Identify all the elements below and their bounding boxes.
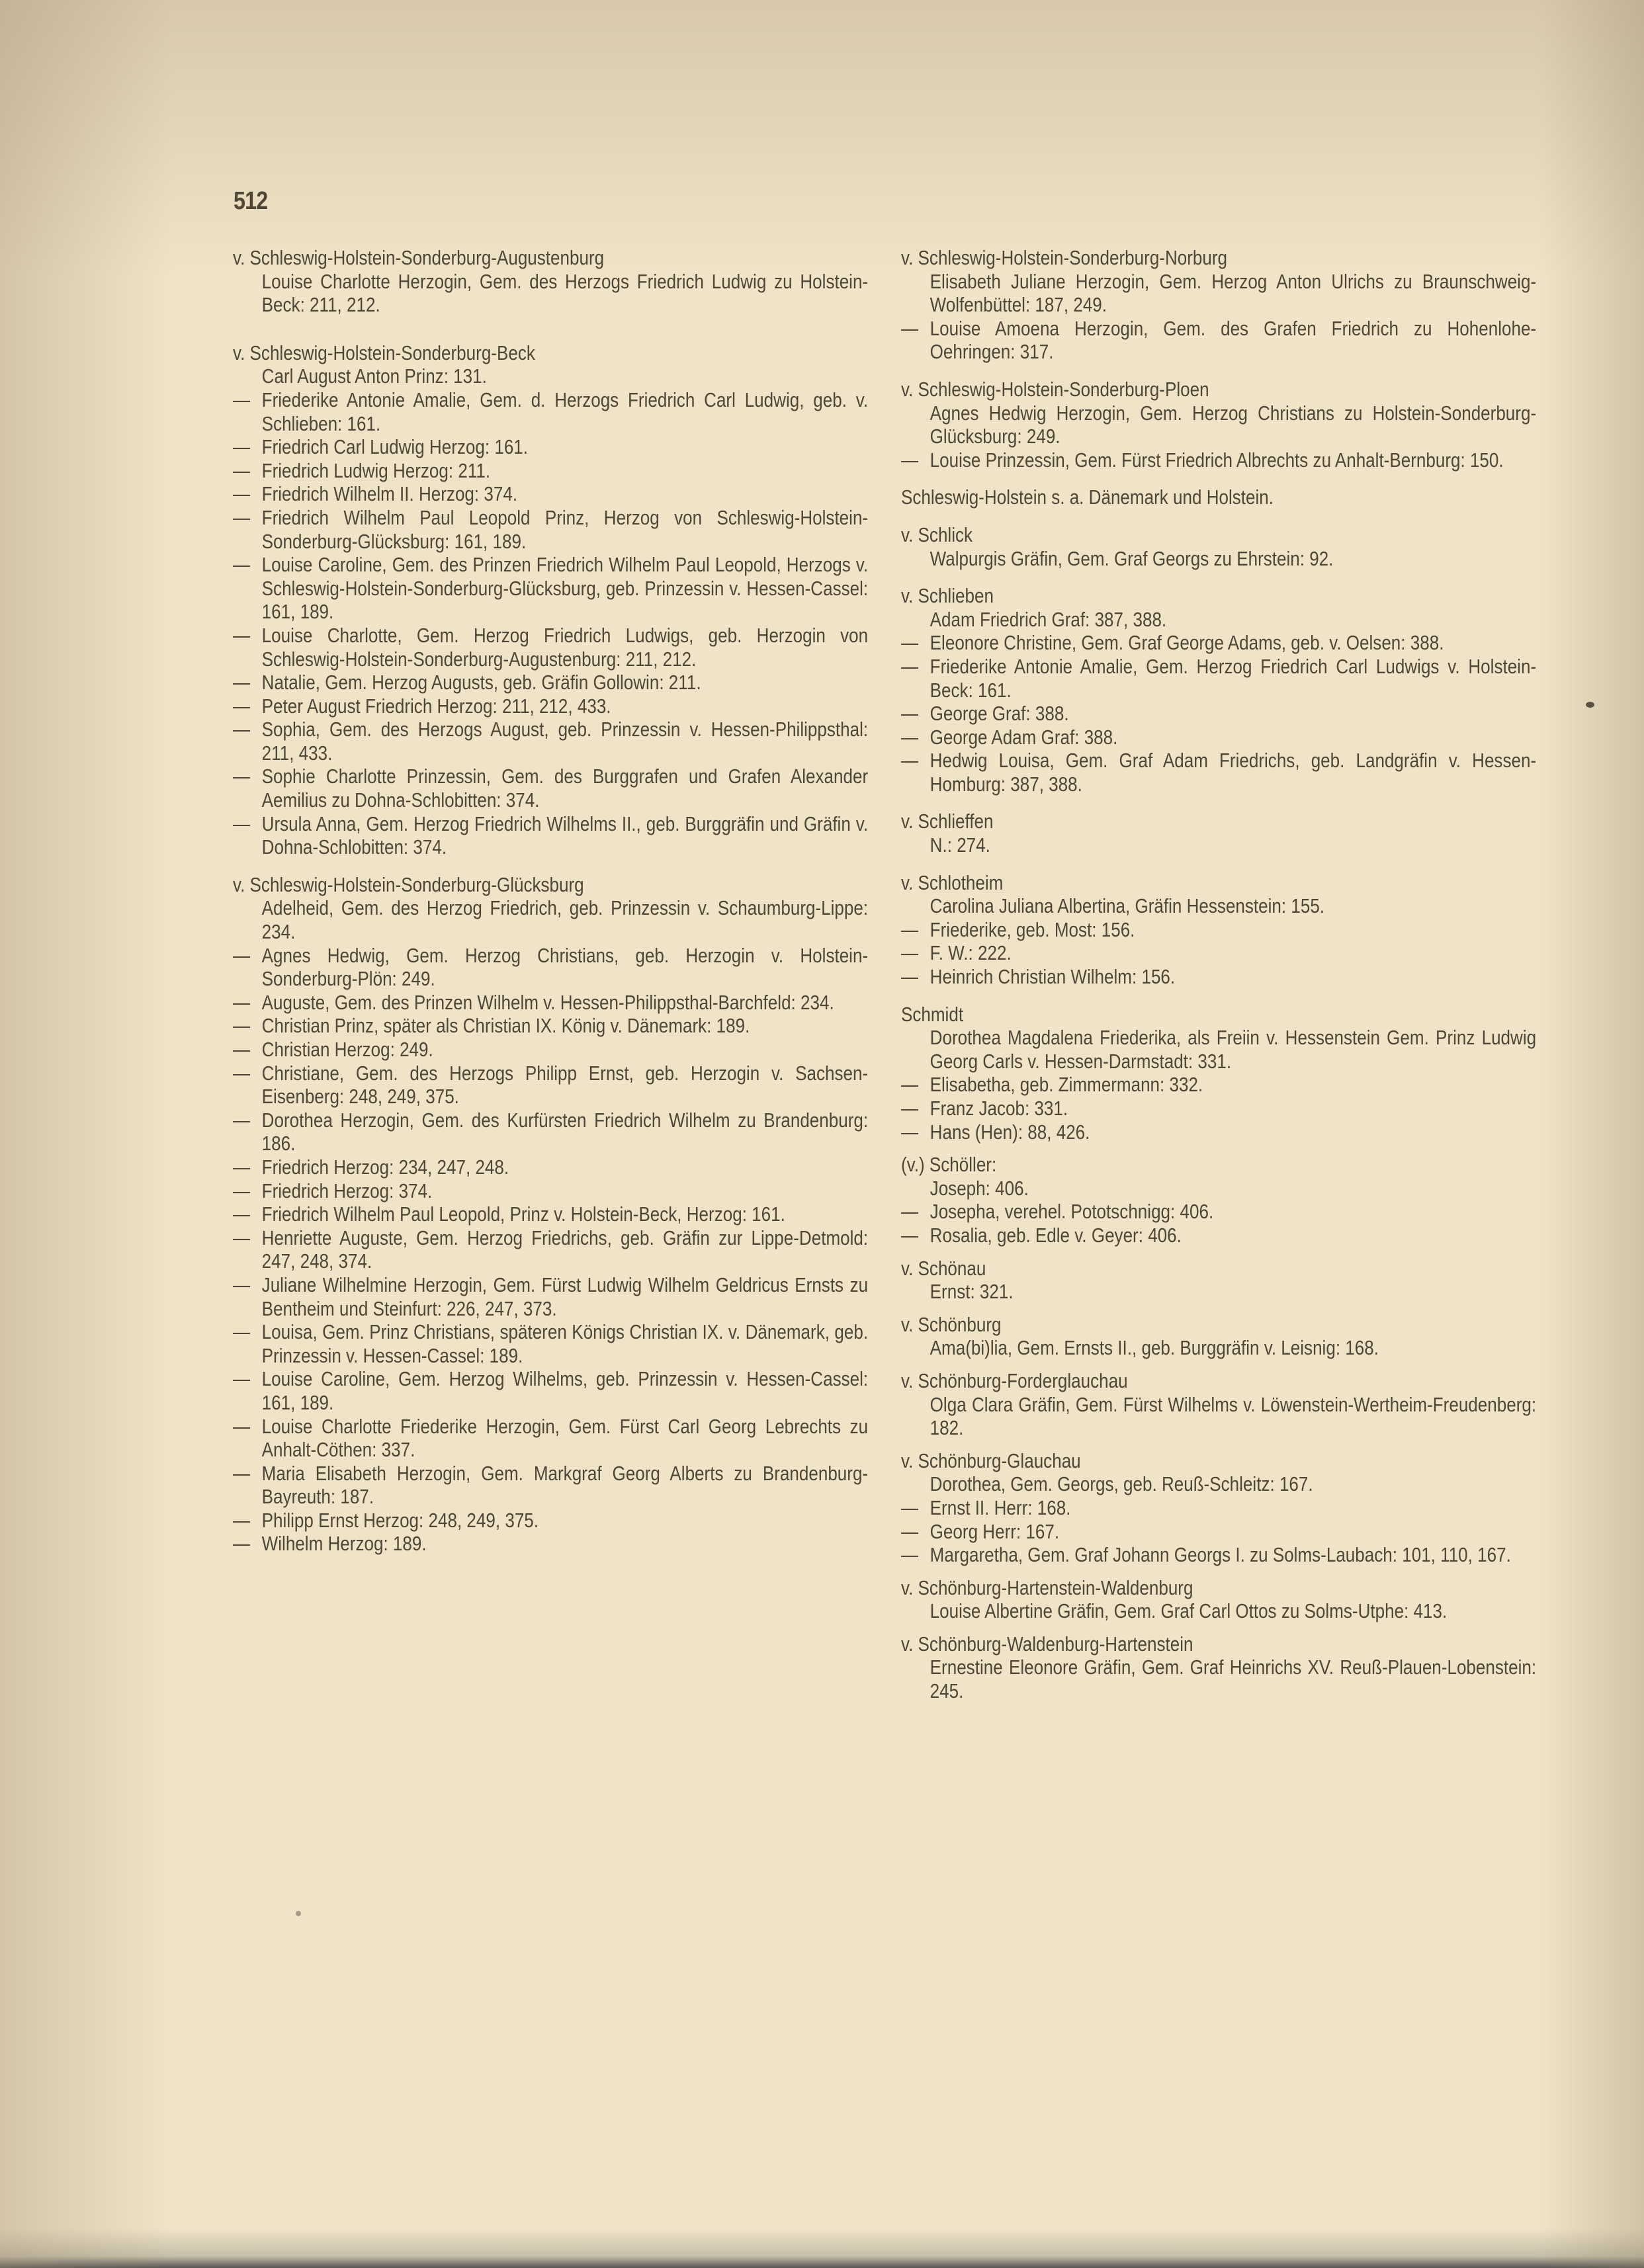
index-entry: Joseph: 406. (930, 1176, 1029, 1200)
dash-marker: — (233, 990, 251, 1014)
index-section (901, 246, 1536, 364)
ink-spot-mark (296, 1911, 301, 1916)
index-entry: — Heinrich Christian Wilhelm: 156. (901, 965, 1176, 989)
index-entry: — Friedrich Wilhelm Paul Leopold Prinz, Herzog von Schleswig-Holstein-Sonderburg-Glücksburg: 161, 189. (233, 505, 869, 553)
index-section (233, 341, 868, 859)
index-entry: Ernst: 321. (930, 1280, 1014, 1304)
section-heading: v. Schönau (901, 1256, 986, 1280)
dash-marker: — (233, 1155, 251, 1179)
index-entry: — Dorothea Herzogin, Gem. des Kurfürsten Friedrich Wilhelm zu Brandenburg: 186. (233, 1108, 869, 1155)
index-entry: Dorothea Magdalena Friederika, als Freiin v. Hessenstein Gem. Prinz Ludwig Georg Carls v. Hessen-Darmstadt: 331. (930, 1026, 1537, 1073)
index-entry: — Louise Charlotte Friederike Herzogin, Gem. Fürst Carl Georg Lebrechts zu Anhalt-Cöthen: 337. (233, 1414, 869, 1462)
index-entry: Ama(bi)lia, Gem. Ernsts II., geb. Burggräfin v. Leisnig: 168. (930, 1336, 1379, 1360)
index-entry: — Louise Prinzessin, Gem. Fürst Friedrich Albrechts zu Anhalt-Bernburg: 150. (901, 448, 1504, 472)
dash-marker: — (901, 1543, 919, 1567)
dash-marker: — (233, 1273, 251, 1296)
dash-marker: — (901, 941, 919, 965)
section-heading: v. Schönburg-Hartenstein-Waldenburg (901, 1575, 1193, 1599)
dash-marker: — (233, 812, 251, 835)
index-entry: — Peter August Friedrich Herzog: 211, 212, 433. (233, 694, 611, 718)
index-entry: — Friedrich Herzog: 374. (233, 1179, 433, 1202)
dash-marker: — (901, 1120, 919, 1144)
index-entry: — Christian Prinz, später als Christian IX. König v. Dänemark: 189. (233, 1014, 750, 1038)
section-heading: v. Schleswig-Holstein-Sonderburg-Glücksburg (233, 872, 584, 896)
index-entry: — F. W.: 222. (901, 941, 1012, 965)
index-section (901, 1153, 1536, 1247)
dash-marker: — (233, 1038, 251, 1061)
dash-marker: — (233, 1014, 251, 1038)
dash-marker: — (901, 1519, 919, 1543)
index-entry: Agnes Hedwig Herzogin, Gem. Herzog Christians zu Holstein-Sonderburg-Glücksburg: 249. (930, 401, 1537, 448)
index-entry: — Juliane Wilhelmine Herzogin, Gem. Fürst Ludwig Wilhelm Geldricus Ernsts zu Bentheim und Steinfurt: 226, 247, 373. (233, 1273, 869, 1320)
dash-marker: — (233, 1508, 251, 1532)
index-entry: Dorothea, Gem. Georgs, geb. Reuß-Schleitz: 167. (930, 1472, 1313, 1496)
index-entry: — Hans (Hen): 88, 426. (901, 1120, 1090, 1144)
index-entry: — Friederike Antonie Amalie, Gem. Herzog Friedrich Carl Ludwigs v. Holstein-Beck: 161. (901, 654, 1537, 702)
index-section (901, 1313, 1536, 1360)
index-entry: — Sophie Charlotte Prinzessin, Gem. des Burggrafen und Grafen Alexander Aemilius zu Dohna-Schlobitten: 374. (233, 765, 869, 812)
index-section (901, 810, 1536, 857)
section-heading: v. Schlick (901, 523, 973, 546)
index-section (901, 1257, 1536, 1304)
dash-marker: — (901, 725, 919, 749)
section-heading: v. Schleswig-Holstein-Sonderburg-Norburg (901, 246, 1228, 269)
index-section (901, 584, 1536, 796)
dash-marker: — (901, 1073, 919, 1097)
index-entry: — Margaretha, Gem. Graf Johann Georgs I. zu Solms-Laubach: 101, 110, 167. (901, 1543, 1511, 1567)
index-section (901, 1369, 1536, 1440)
index-entry: N.: 274. (930, 833, 990, 857)
index-section (901, 1003, 1536, 1144)
index-entry: — Friedrich Wilhelm II. Herzog: 374. (233, 482, 518, 506)
dash-marker: — (901, 702, 919, 726)
dash-marker: — (901, 965, 919, 989)
index-section (901, 523, 1536, 570)
dash-marker: — (233, 1532, 251, 1556)
index-entry: — Henriette Auguste, Gem. Herzog Friedrichs, geb. Gräfin zur Lippe-Detmold: 247, 248, 374. (233, 1226, 869, 1273)
dash-marker: — (233, 671, 251, 694)
dash-marker: — (233, 1367, 251, 1391)
index-entry: — Hedwig Louisa, Gem. Graf Adam Friedrichs, geb. Landgräfin v. Hessen-Homburg: 387, 388. (901, 749, 1537, 796)
page-number: 512 (234, 187, 268, 215)
section-heading: v. Schleswig-Holstein-Sonderburg-Ploen (901, 377, 1209, 401)
dash-marker: — (233, 435, 251, 459)
index-entry: Louise Albertine Gräfin, Gem. Graf Carl Ottos zu Solms-Utphe: 413. (930, 1599, 1448, 1623)
index-entry: Adam Friedrich Graf: 387, 388. (930, 607, 1167, 631)
index-entry: — Natalie, Gem. Herzog Augusts, geb. Gräfin Gollowin: 211. (233, 671, 701, 694)
index-entry: — Friedrich Ludwig Herzog: 211. (233, 458, 491, 482)
index-entry: — Louisa, Gem. Prinz Christians, späteren Königs Christian IX. v. Dänemark, geb. Prinzessin v. Hessen-Cassel: 189. (233, 1320, 869, 1367)
dash-marker: — (233, 718, 251, 741)
dash-marker: — (233, 1179, 251, 1202)
section-heading: v. Schönburg (901, 1312, 1002, 1336)
section-heading: v. Schlieben (901, 584, 994, 608)
cross-reference: Schleswig-Holstein s. a. Dänemark und Holstein. (901, 485, 1274, 509)
index-entry: Carolina Juliana Albertina, Gräfin Hessenstein: 155. (930, 894, 1325, 918)
index-entry: — Wilhelm Herzog: 189. (233, 1532, 427, 1556)
index-entry: — Louise Amoena Herzogin, Gem. des Grafen Friedrich zu Hohenlohe-Oehringen: 317. (901, 316, 1537, 364)
dash-marker: — (233, 553, 251, 577)
index-section (901, 1576, 1536, 1623)
index-entry: — Louise Caroline, Gem. des Prinzen Friedrich Wilhelm Paul Leopold, Herzogs v. Schleswig-Holstein-Sonderburg-Glücksburg, geb. Prinzessin v. Hessen-Cassel: 161, 189. (233, 553, 869, 624)
dash-marker: — (901, 917, 919, 941)
index-entry: — Josepha, verehel. Pototschnigg: 406. (901, 1200, 1214, 1224)
section-heading: v. Schleswig-Holstein-Sonderburg-Augustenburg (233, 246, 605, 269)
index-entry: Ernestine Eleonore Gräfin, Gem. Graf Heinrichs XV. Reuß-Plauen-Lobenstein: 245. (930, 1656, 1537, 1703)
dash-marker: — (233, 694, 251, 718)
index-entry: — Louise Caroline, Gem. Herzog Wilhelms, geb. Prinzessin v. Hessen-Cassel: 161, 189. (233, 1367, 869, 1414)
dash-marker: — (233, 458, 251, 482)
index-entry: — Agnes Hedwig, Gem. Herzog Christians, geb. Herzogin v. Holstein-Sonderburg-Plön: 249. (233, 943, 869, 991)
index-entry: — George Graf: 388. (901, 702, 1069, 726)
section-heading: v. Schlotheim (901, 870, 1004, 894)
index-entry: — Auguste, Gem. des Prinzen Wilhelm v. Hessen-Philippsthal-Barchfeld: 234. (233, 990, 834, 1014)
index-entry: — Christian Herzog: 249. (233, 1038, 433, 1061)
index-entry: — Ernst II. Herr: 168. (901, 1495, 1071, 1519)
index-entry: Adelheid, Gem. des Herzog Friedrich, geb. Prinzessin v. Schaumburg-Lippe: 234. (261, 896, 869, 944)
dash-marker: — (233, 1414, 251, 1438)
dash-marker: — (901, 1495, 919, 1519)
left-index-column (233, 246, 868, 1570)
dash-marker: — (901, 316, 919, 340)
index-entry: — Philipp Ernst Herzog: 248, 249, 375. (233, 1508, 539, 1532)
index-section (233, 246, 868, 317)
index-section (901, 1449, 1536, 1567)
index-entry: — Friederike, geb. Most: 156. (901, 917, 1135, 941)
index-entry: Olga Clara Gräfin, Gem. Fürst Wilhelms v. Löwenstein-Wertheim-Freudenberg: 182. (930, 1392, 1537, 1440)
right-index-column (901, 246, 1536, 1712)
section-heading: v. Schönburg-Forderglauchau (901, 1368, 1128, 1392)
dash-marker: — (901, 1097, 919, 1120)
index-entry: — Elisabetha, geb. Zimmermann: 332. (901, 1073, 1203, 1097)
index-section (901, 871, 1536, 989)
dash-marker: — (233, 1461, 251, 1485)
dash-marker: — (901, 1223, 919, 1247)
index-entry: Carl August Anton Prinz: 131. (261, 364, 487, 388)
index-entry: — Eleonore Christine, Gem. Graf George Adams, geb. v. Oelsen: 388. (901, 631, 1444, 655)
dash-marker: — (233, 1226, 251, 1249)
index-entry: — George Adam Graf: 388. (901, 725, 1118, 749)
index-section (901, 485, 1536, 509)
section-heading: Schmidt (901, 1002, 964, 1026)
index-entry: Louise Charlotte Herzogin, Gem. des Herzogs Friedrich Ludwig zu Holstein-Beck: 211, 212. (261, 269, 869, 317)
dash-marker: — (233, 388, 251, 411)
ink-spot-mark (1586, 702, 1594, 708)
index-entry: — Friedrich Wilhelm Paul Leopold, Prinz v. Holstein-Beck, Herzog: 161. (233, 1202, 785, 1226)
index-section (901, 1632, 1536, 1703)
index-entry: — Maria Elisabeth Herzogin, Gem. Markgraf Georg Alberts zu Brandenburg-Bayreuth: 187. (233, 1461, 869, 1509)
dash-marker: — (233, 1320, 251, 1344)
index-entry: Walpurgis Gräfin, Gem. Graf Georgs zu Ehrstein: 92. (930, 546, 1334, 570)
index-entry: — Friedrich Carl Ludwig Herzog: 161. (233, 435, 529, 459)
section-heading: v. Schönburg-Waldenburg-Hartenstein (901, 1632, 1193, 1656)
dash-marker: — (901, 654, 919, 678)
section-heading: v. Schlieffen (901, 810, 994, 833)
dash-marker: — (233, 1061, 251, 1085)
dash-marker: — (901, 749, 919, 773)
dash-marker: — (901, 1200, 919, 1224)
index-entry: — Louise Charlotte, Gem. Herzog Friedrich Ludwigs, geb. Herzogin von Schleswig-Holstein-Sonderburg-Augustenburg: 211, 212. (233, 623, 869, 671)
dash-marker: — (901, 631, 919, 655)
index-entry: — Georg Herr: 167. (901, 1519, 1060, 1543)
index-entry: — Rosalia, geb. Edle v. Geyer: 406. (901, 1223, 1182, 1247)
index-entry: — Ursula Anna, Gem. Herzog Friedrich Wilhelms II., geb. Burggräfin und Gräfin v. Dohna-Schlobitten: 374. (233, 812, 869, 859)
index-entry: — Christiane, Gem. des Herzogs Philipp Ernst, geb. Herzogin v. Sachsen-Eisenberg: 248, 249, 375. (233, 1061, 869, 1109)
dash-marker: — (901, 448, 919, 472)
section-heading: v. Schönburg-Glauchau (901, 1449, 1081, 1472)
section-heading: (v.) Schöller: (901, 1153, 997, 1177)
dash-marker: — (233, 482, 251, 506)
index-entry: — Franz Jacob: 331. (901, 1097, 1068, 1120)
index-entry: — Friedrich Herzog: 234, 247, 248. (233, 1155, 509, 1179)
index-entry: — Friederike Antonie Amalie, Gem. d. Herzogs Friedrich Carl Ludwig, geb. v. Schlieben: 161. (233, 388, 869, 435)
dash-marker: — (233, 943, 251, 967)
dash-marker: — (233, 1108, 251, 1132)
index-section (233, 873, 868, 1556)
dash-marker: — (233, 505, 251, 529)
index-section (901, 378, 1536, 472)
dash-marker: — (233, 765, 251, 788)
dash-marker: — (233, 1202, 251, 1226)
index-entry: — Sophia, Gem. des Herzogs August, geb. Prinzessin v. Hessen-Philippsthal: 211, 433. (233, 718, 869, 765)
index-entry: Elisabeth Juliane Herzogin, Gem. Herzog Anton Ulrichs zu Braunschweig-Wolfenbüttel: 187, 249. (930, 269, 1537, 317)
section-heading: v. Schleswig-Holstein-Sonderburg-Beck (233, 341, 535, 364)
dash-marker: — (233, 623, 251, 647)
